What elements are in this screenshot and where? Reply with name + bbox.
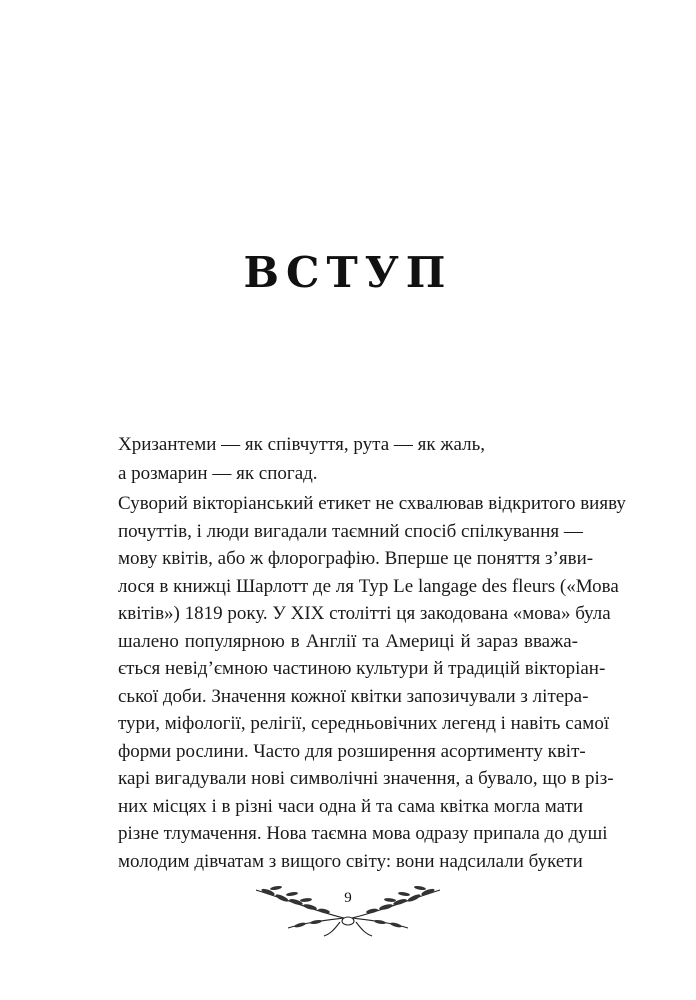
laurel-ornament-icon [248, 878, 448, 938]
page-number: 9 [344, 890, 352, 906]
body-line: форми рослини. Часто для розширення асортименту квіт- [118, 740, 586, 762]
body-line: лося в книжці Шарлотт де ля Тур Le langage des fleurs («Мова [118, 575, 619, 597]
body-line: квітів») 1819 року. У XIX столітті ця закодована «мова» була [118, 603, 611, 624]
body-line: карі вигадували нові символічні значення, а бувало, що в різ- [118, 768, 614, 789]
body-line: них місцях і в різні часи одна й та сама квітка могла мати [118, 795, 584, 817]
chapter-title: ВСТУП [243, 248, 453, 297]
body-line: тури, міфології, релігії, середньовічних легенд і навіть самої [118, 713, 610, 734]
epigraph [118, 430, 588, 488]
epigraph-line: а розмарин — як спогад. [118, 463, 318, 484]
body-line: мову квітів, або ж флорографію. Вперше це поняття з’яви- [118, 548, 594, 569]
body-paragraph [118, 490, 626, 875]
body-line: різне тлумачення. Нова таємна мова одразу припала до душі [118, 823, 608, 844]
body-line: ської доби. Значення кожної квітки запозичували з літера- [118, 685, 589, 707]
body-line: почуттів, і люди вигадали таємний спосіб спілкування — [118, 520, 583, 542]
page-footer [248, 878, 448, 938]
body-line: молодим дівчатам з вищого світу: вони надсилали букети [118, 850, 583, 872]
body-line: шалено популярною в Англії та Америці й зараз вважа- [118, 630, 578, 652]
body-line: ється невід’ємною частиною культури й традицій вікторіан- [118, 658, 606, 679]
body-line: Суворий вікторіанський етикет не схвалював відкритого вияву [118, 493, 626, 514]
epigraph-line: Хризантеми — як співчуття, рута — як жаль, [118, 434, 485, 455]
